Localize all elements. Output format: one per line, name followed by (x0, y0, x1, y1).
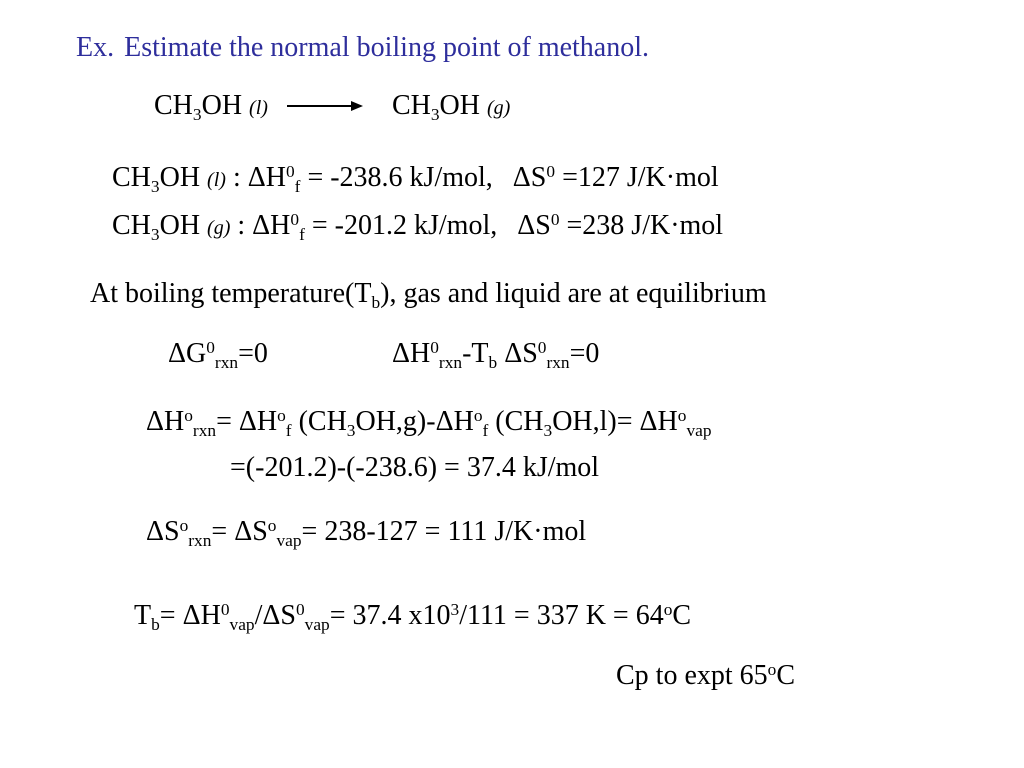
delta-h: ΔH (247, 162, 286, 193)
reactant-formula-end: OH (201, 90, 243, 121)
subscript: vap (686, 421, 712, 441)
subscript: rxn (214, 353, 239, 373)
subscript: b (151, 615, 160, 635)
subscript: 3 (346, 421, 356, 441)
gibbs-value: =0 (569, 338, 600, 369)
subscript: 3 (150, 225, 160, 245)
superscript: o (473, 406, 483, 426)
unit: C (672, 600, 692, 631)
boiling-point-line (134, 600, 692, 635)
unit: C (776, 660, 796, 691)
exponent: 3 (450, 600, 460, 620)
subscript: b (488, 353, 498, 373)
title-text: Estimate the normal boiling point of methanol. (124, 32, 650, 63)
superscript: o (267, 516, 277, 536)
superscript: 0 (537, 338, 547, 358)
delta-s: ΔS (146, 516, 180, 547)
delta-h: ΔH (252, 210, 291, 241)
equals: = ΔH (216, 406, 278, 437)
superscript: 0 (220, 600, 230, 620)
subscript: rxn (546, 353, 570, 373)
delta-g: ΔG (168, 338, 207, 369)
superscript: 0 (550, 210, 560, 230)
delta-h: ΔH (146, 406, 185, 437)
delta-s-value: =238 J/K·mol (559, 210, 724, 241)
superscript: o (184, 406, 193, 426)
tb-value: = 37.4 x10 (329, 600, 451, 631)
superscript: 0 (546, 162, 556, 182)
product-formula: CH (391, 90, 431, 121)
delta-s: ΔS (497, 338, 538, 369)
subscript: rxn (192, 421, 217, 441)
superscript: o (677, 406, 687, 426)
phase: g (213, 217, 224, 239)
subscript: 3 (543, 421, 553, 441)
superscript: 0 (295, 600, 305, 620)
subscript-f: f (294, 177, 301, 197)
subscript: b (371, 293, 381, 313)
formula-end: OH (159, 162, 201, 193)
comparison-text: Cp to expt 65 (616, 660, 768, 691)
product-formula-end: OH (439, 90, 480, 121)
delta-s: ΔS (517, 210, 551, 241)
equilibrium-text: At boiling temperature(T (90, 278, 372, 309)
phase: l (213, 169, 220, 191)
subscript: rxn (188, 531, 212, 551)
degree: o (663, 600, 673, 620)
formula: OH,l)= ΔH (552, 406, 678, 437)
enthalpy-value: =(-201.2)-(-238.6) = 37.4 kJ/mol (230, 452, 600, 483)
equals: = ΔS (211, 516, 268, 547)
subscript: vap (304, 615, 330, 635)
entropy-line (146, 516, 587, 551)
gibbs-line (168, 338, 268, 373)
formula: (CH (291, 406, 347, 437)
slash: /ΔS (254, 600, 296, 631)
subscript: 3 (150, 177, 160, 197)
subscript: f (482, 421, 489, 441)
colon: : (230, 210, 253, 241)
reactant-subscript: 3 (192, 105, 202, 125)
subscript: vap (229, 615, 255, 635)
subscript: f (285, 421, 292, 441)
superscript: 0 (290, 210, 300, 230)
reactant-formula: CH (154, 90, 193, 121)
degree: o (767, 660, 777, 680)
formula: CH (112, 210, 151, 241)
delta-h-value: = -201.2 kJ/mol, (304, 210, 498, 241)
formula-end: OH (159, 210, 201, 241)
tb-value-end: /111 = 337 K = 64 (459, 600, 664, 631)
superscript: o (277, 406, 286, 426)
experiment-comparison (616, 662, 795, 690)
gas-data-line: $CH_3OH$ (g) : $\Delta H^0_f = -201.2$ kJ/mol, $\Delta S^0 =238$ J/K·mol (112, 210, 724, 245)
delta-h: ΔH (392, 338, 431, 369)
formula: (CH (488, 406, 544, 437)
liquid-data-line: $CH_3OH$ (l) : $\Delta H^0_f = -238.6$ kJ/mol, $\Delta S^0 =127$ J/K·mol (112, 162, 719, 197)
reaction-line: $CH_3OH$ (l) $CH_3OH$ (g) (154, 90, 511, 125)
equals: = ΔH (159, 600, 221, 631)
title-line (76, 34, 649, 62)
delta-h-value: = -238.6 kJ/mol, (300, 162, 493, 193)
equilibrium-text-end: ), gas and liquid are at equilibrium (380, 278, 767, 309)
equilibrium-line (90, 278, 767, 313)
subscript: vap (276, 531, 302, 551)
reactant-phase: l (255, 97, 262, 119)
superscript: o (179, 516, 189, 536)
subscript-f: f (299, 225, 305, 245)
temperature: -T (462, 338, 489, 369)
title-prefix: Ex. (76, 32, 115, 63)
reaction-arrow-icon (287, 99, 363, 113)
gibbs-equation (392, 338, 600, 373)
delta-s: ΔS (512, 162, 547, 193)
colon: : (225, 162, 248, 193)
superscript: 0 (206, 338, 215, 358)
subscript: rxn (438, 353, 463, 373)
superscript: 0 (285, 162, 295, 182)
product-subscript: 3 (430, 105, 440, 125)
product-phase: g (493, 97, 504, 119)
delta-s-value: =127 J/K·mol (555, 162, 719, 193)
delta-g-value: =0 (238, 338, 268, 369)
enthalpy-line (146, 406, 712, 441)
entropy-value: = 238-127 = 111 J/K·mol (301, 516, 587, 547)
formula: CH (112, 162, 151, 193)
temperature: T (134, 600, 152, 631)
superscript: 0 (430, 338, 439, 358)
formula: OH,g)-ΔH (355, 406, 474, 437)
